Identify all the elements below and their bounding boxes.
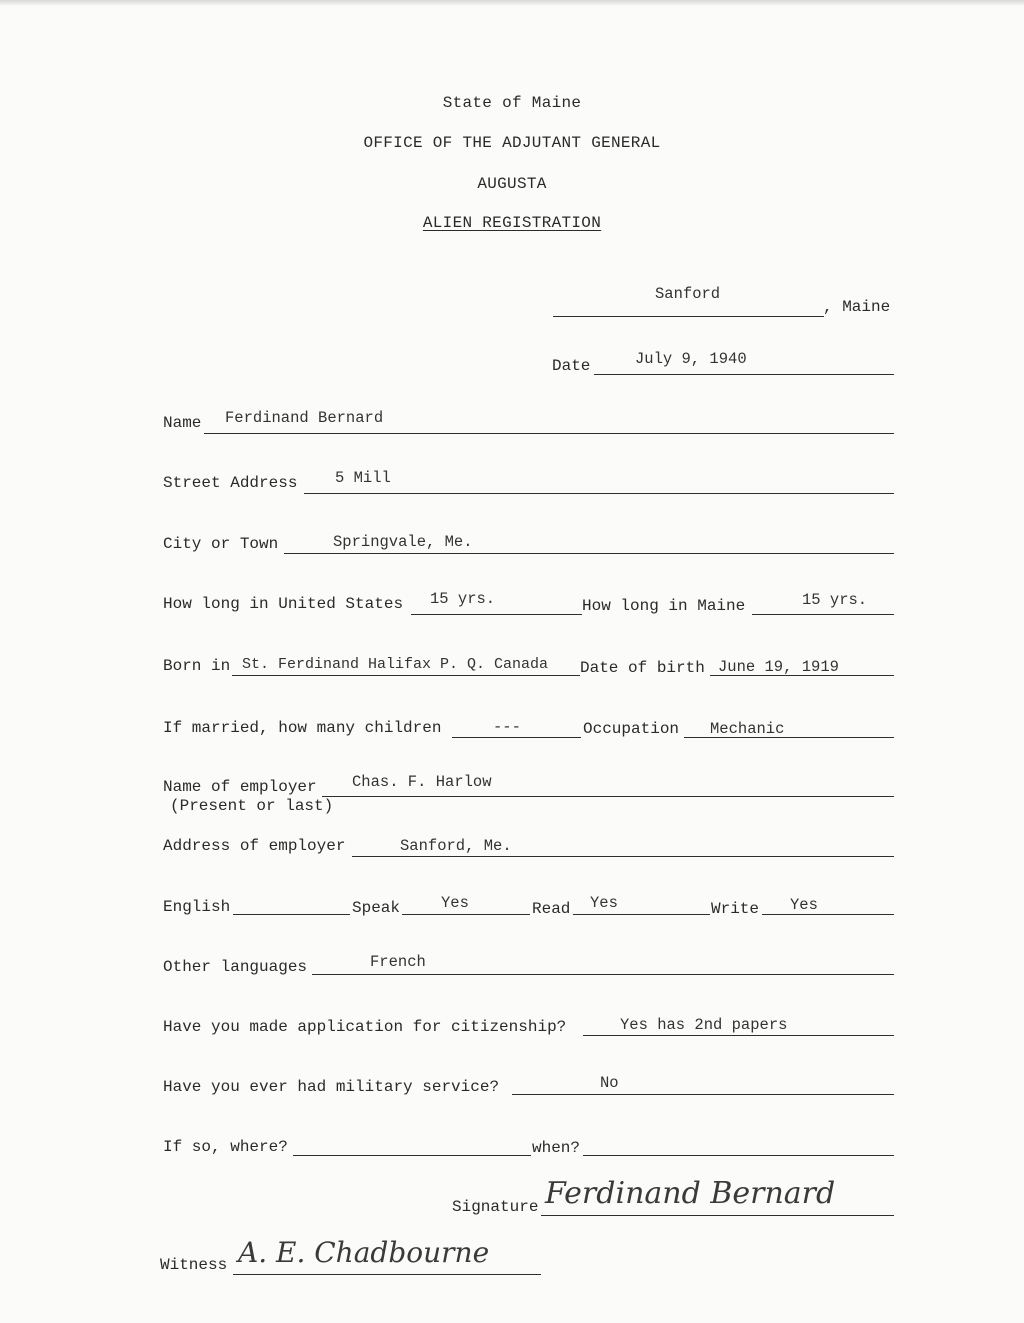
us-duration-line (411, 614, 582, 615)
when-line (583, 1155, 894, 1156)
town-line (553, 316, 824, 317)
street-value: 5 Mill (335, 469, 391, 487)
english-label: English (163, 898, 231, 916)
write-line (762, 914, 894, 915)
citizenship-line (583, 1035, 894, 1036)
us-duration-value: 15 yrs. (430, 590, 496, 608)
military-label: Have you ever had military service? (163, 1078, 500, 1096)
read-value: Yes (590, 894, 618, 912)
city-label: City or Town (163, 535, 279, 553)
maine-duration-value: 15 yrs. (802, 591, 868, 609)
military-line (512, 1094, 894, 1095)
signature-line (541, 1215, 894, 1216)
write-label: Write (711, 900, 760, 918)
witness-value: A. E. Chadbourne (238, 1236, 490, 1269)
citizenship-label: Have you made application for citizenship? (163, 1018, 567, 1036)
employer-address-value: Sanford, Me. (400, 837, 512, 855)
speak-label: Speak (352, 899, 401, 917)
speak-value: Yes (441, 894, 469, 912)
employer-address-label: Address of employer (163, 837, 346, 855)
signature-label: Signature (452, 1198, 539, 1216)
state-heading: State of Maine (442, 94, 582, 112)
name-value: Ferdinand Bernard (225, 409, 384, 427)
us-duration-label: How long in United States (163, 595, 404, 613)
other-languages-value: French (370, 953, 426, 971)
name-line (204, 433, 894, 434)
employer-sublabel: (Present or last) (170, 797, 334, 815)
witness-line (233, 1274, 541, 1275)
date-label: Date (552, 357, 591, 375)
maine-duration-line (752, 614, 894, 615)
witness-label: Witness (160, 1256, 228, 1274)
employer-line (322, 796, 894, 797)
town-value: Sanford (655, 285, 721, 303)
born-in-label: Born in (163, 657, 231, 675)
other-languages-label: Other languages (163, 958, 308, 976)
other-languages-line (312, 974, 894, 975)
occupation-label: Occupation (583, 720, 680, 738)
read-label: Read (532, 900, 571, 918)
children-value: --- (493, 718, 521, 736)
speak-line (402, 914, 530, 915)
born-in-line (232, 675, 580, 676)
dob-line (710, 675, 894, 676)
children-line (452, 737, 581, 738)
form-title: ALIEN REGISTRATION (422, 214, 602, 232)
employer-value: Chas. F. Harlow (352, 773, 492, 791)
occupation-line (684, 737, 894, 738)
military-value: No (600, 1074, 619, 1092)
date-line (594, 374, 894, 375)
street-line (304, 493, 894, 494)
city-heading: AUGUSTA (477, 175, 547, 193)
name-label: Name (163, 414, 202, 432)
english-line (233, 914, 350, 915)
dob-value: June 19, 1919 (718, 658, 839, 676)
maine-duration-label: How long in Maine (582, 597, 746, 615)
date-value: July 9, 1940 (635, 350, 747, 368)
signature-value: Ferdinand Bernard (545, 1176, 836, 1211)
scan-edge (0, 0, 1024, 6)
employer-label: Name of employer (163, 778, 317, 796)
children-label: If married, how many children (163, 719, 442, 737)
state-suffix: , Maine (823, 298, 891, 316)
where-label: If so, where? (163, 1138, 288, 1156)
born-in-value: St. Ferdinand Halifax P. Q. Canada (242, 656, 549, 673)
citizenship-value: Yes has 2nd papers (620, 1016, 788, 1034)
city-value: Springvale, Me. (333, 533, 473, 551)
read-line (573, 914, 710, 915)
street-label: Street Address (163, 474, 298, 492)
employer-address-line (352, 856, 894, 857)
city-line (284, 553, 894, 554)
when-label: when? (532, 1139, 581, 1157)
where-line (293, 1155, 531, 1156)
office-heading: OFFICE OF THE ADJUTANT GENERAL (363, 134, 661, 152)
write-value: Yes (790, 896, 818, 914)
dob-label: Date of birth (580, 659, 705, 677)
occupation-value: Mechanic (710, 720, 785, 738)
